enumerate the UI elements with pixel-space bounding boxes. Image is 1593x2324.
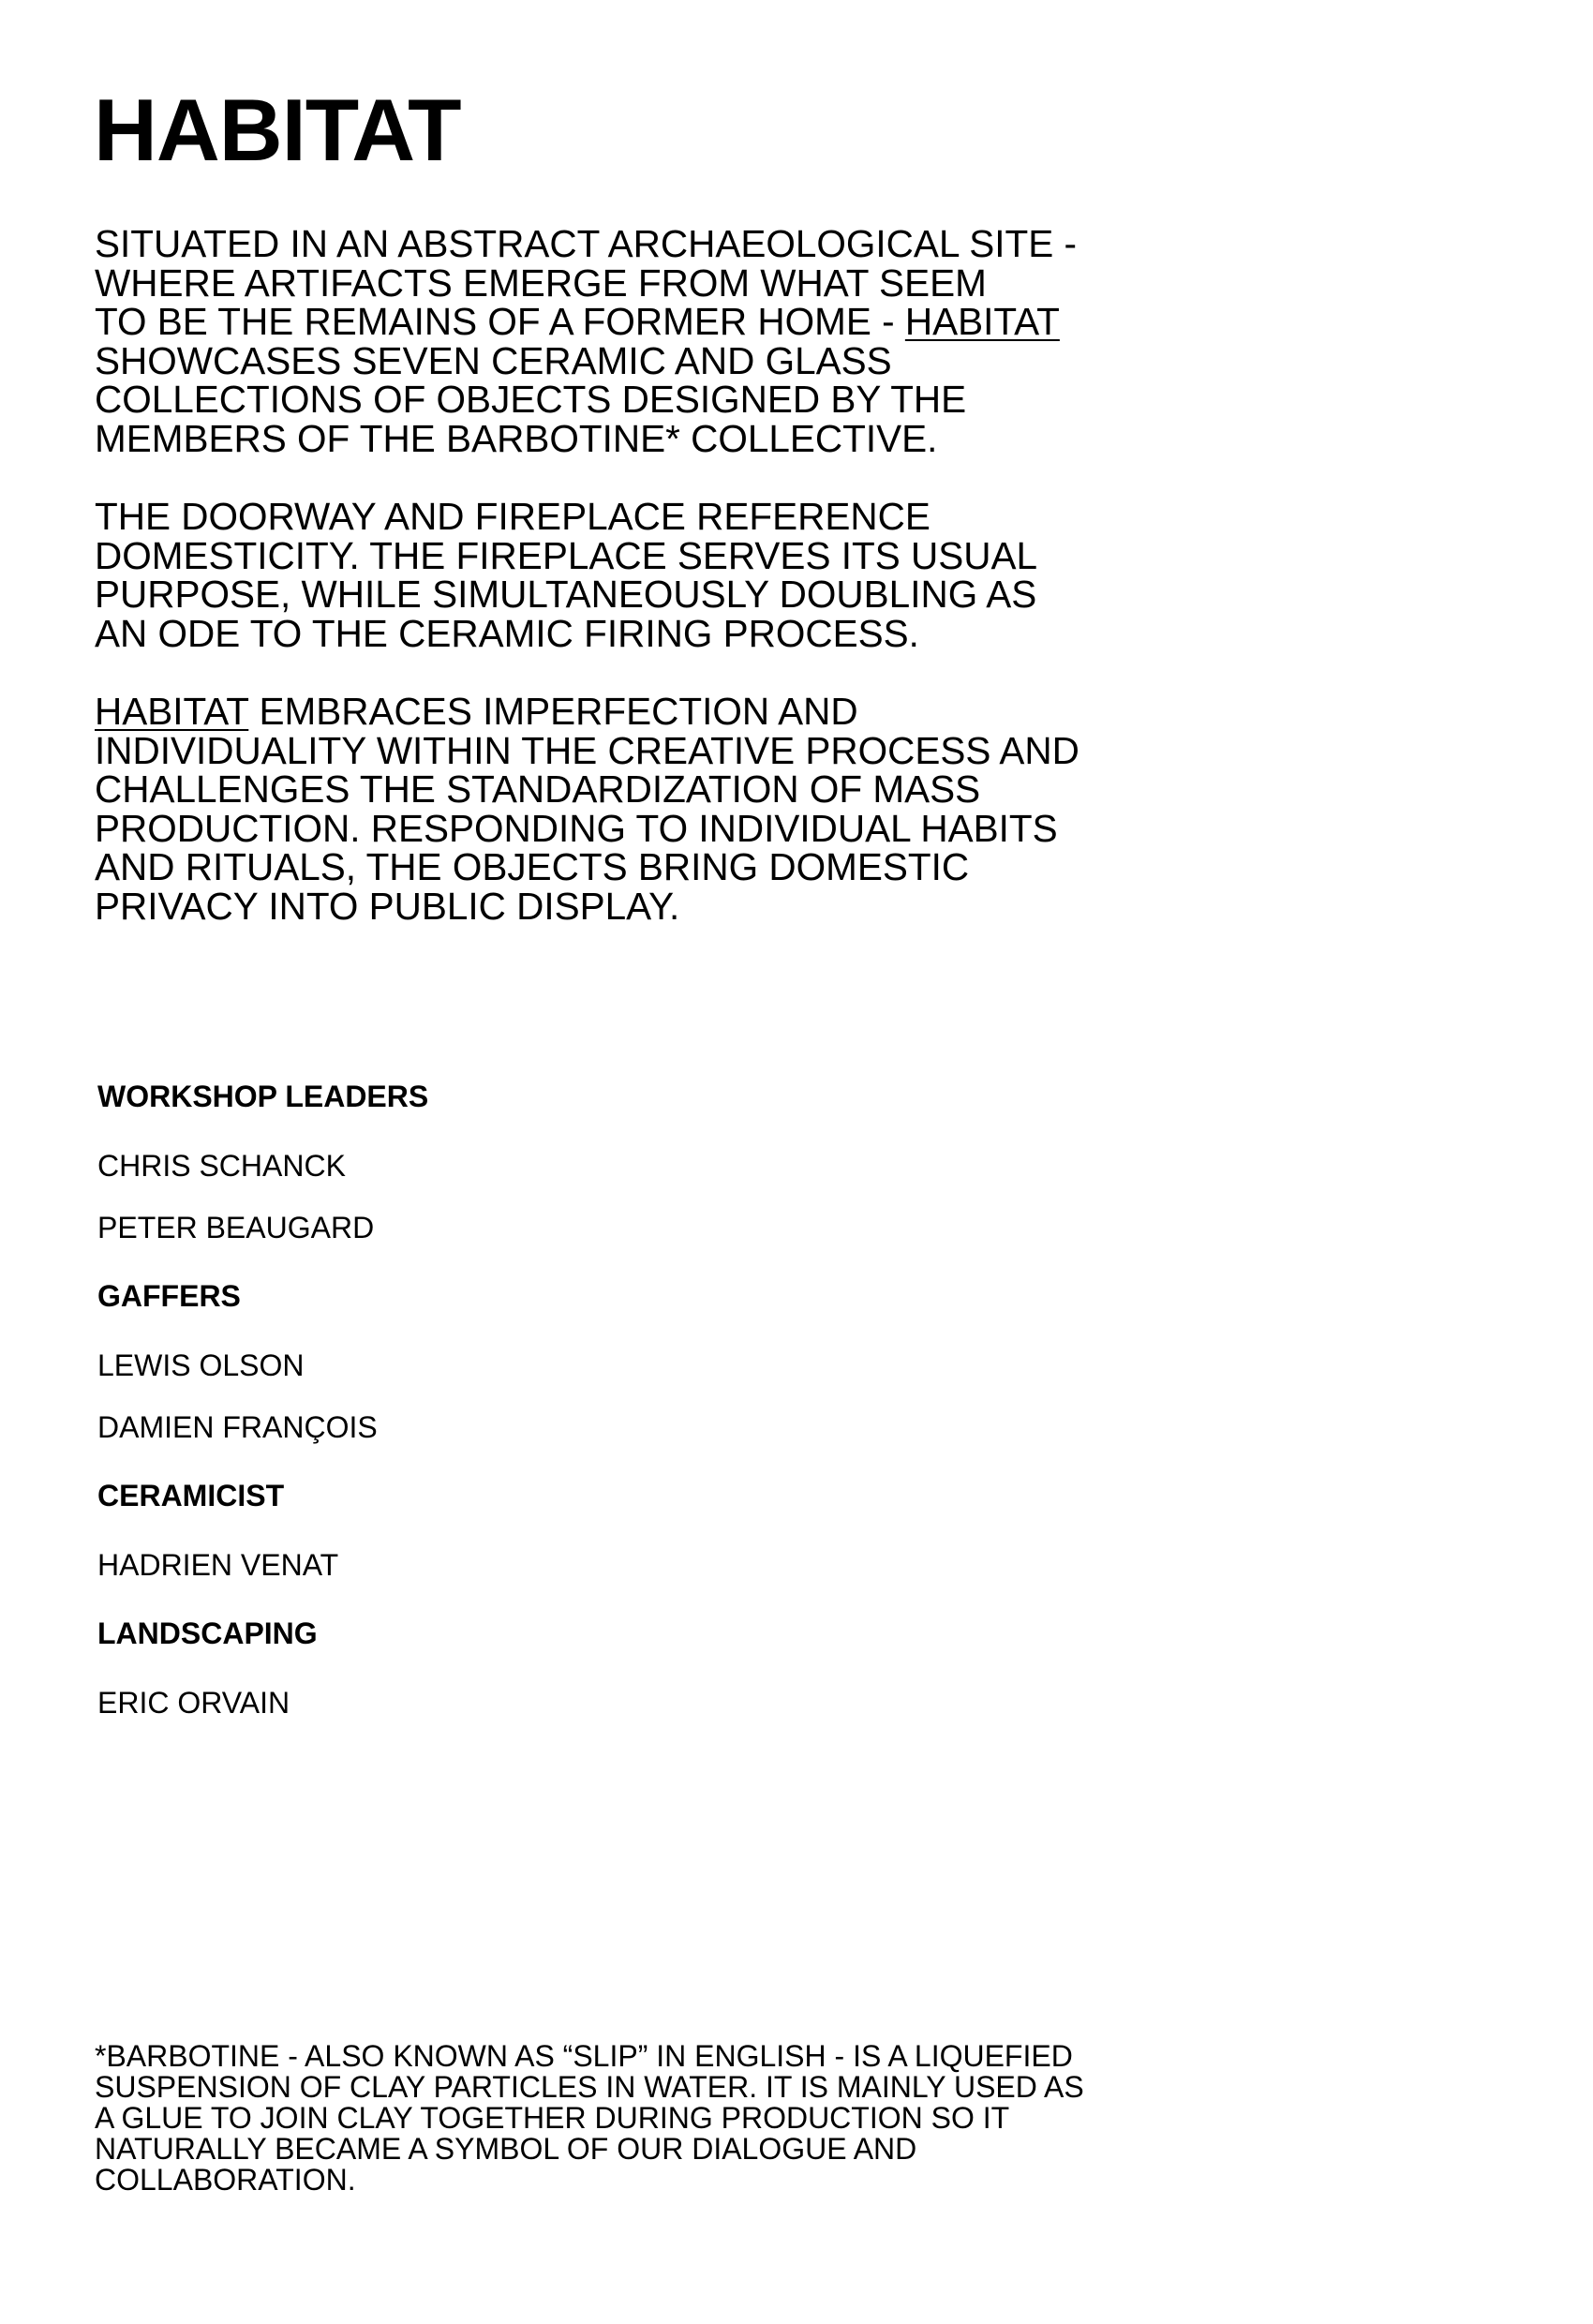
text-line: DOMESTICITY. THE FIREPLACE SERVES ITS USUAL [95,533,1038,577]
text-line: PRIVACY INTO PUBLIC DISPLAY. [95,884,680,928]
credit-group-gaffers [97,1277,847,1446]
credit-name: DAMIEN FRANÇOIS [97,1410,378,1444]
text-line: INDIVIDUALITY WITHIN THE CREATIVE PROCESS AND [95,728,1079,772]
intro-text [95,222,1182,965]
text-line: PURPOSE, WHILE SIMULTANEOUSLY DOUBLING AS [95,573,1037,616]
credit-heading: CERAMICIST [97,1479,285,1512]
credit-name: PETER BEAUGARD [97,1211,375,1244]
credit-heading: LANDSCAPING [97,1616,318,1650]
page-title: HABITAT [94,81,461,179]
footnote-line: SUSPENSION OF CLAY PARTICLES IN WATER. IT IS MAINLY USED AS [95,2070,1084,2104]
credit-name: ERIC ORVAIN [97,1686,290,1720]
text-line: SITUATED IN AN ABSTRACT ARCHAEOLOGICAL SITE - [95,222,1077,265]
text-line: MEMBERS OF THE BARBOTINE* COLLECTIVE. [95,416,938,460]
text-fragment: TO BE THE REMAINS OF A FORMER HOME - [95,300,905,343]
credit-name: LEWIS OLSON [97,1348,305,1382]
text-line [95,300,1182,343]
credits-section [97,1078,847,1752]
intro-paragraph-3 [95,690,1182,928]
text-fragment: EMBRACES IMPERFECTION AND [248,690,858,733]
text-line [95,690,1182,733]
habitat-emphasis: HABITAT [904,300,1060,343]
footnote [95,2041,1219,2196]
text-line: CHALLENGES THE STANDARDIZATION OF MASS [95,767,981,811]
text-line: WHERE ARTIFACTS EMERGE FROM WHAT SEEM [95,261,987,305]
text-line: THE DOORWAY AND FIREPLACE REFERENCE [95,495,930,538]
credit-group-ceramicist [97,1477,847,1584]
credit-heading: WORKSHOP LEADERS [97,1080,429,1113]
credit-heading: GAFFERS [97,1279,241,1313]
text-line: AND RITUALS, THE OBJECTS BRING DOMESTIC [95,845,970,888]
footnote-line: *BARBOTINE - ALSO KNOWN AS “SLIP” IN ENGLISH - IS A LIQUEFIED [95,2039,1073,2073]
intro-paragraph-2 [95,495,1182,655]
text-line: AN ODE TO THE CERAMIC FIRING PROCESS. [95,611,919,655]
credit-group-workshop-leaders [97,1078,847,1246]
footnote-line: A GLUE TO JOIN CLAY TOGETHER DURING PRODUCTION SO IT [95,2101,1010,2135]
footnote-line: COLLABORATION. [95,2163,356,2197]
credit-name: HADRIEN VENAT [97,1548,339,1582]
habitat-emphasis: HABITAT [95,690,249,733]
text-line: PRODUCTION. RESPONDING TO INDIVIDUAL HABITS [95,806,1058,850]
credit-name: CHRIS SCHANCK [97,1149,346,1183]
text-line: SHOWCASES SEVEN CERAMIC AND GLASS [95,338,892,382]
footnote-line: NATURALLY BECAME A SYMBOL OF OUR DIALOGUE AND [95,2132,917,2166]
intro-paragraph-1 [95,222,1182,460]
text-line: COLLECTIONS OF OBJECTS DESIGNED BY THE [95,378,967,421]
credit-group-landscaping [97,1615,847,1721]
